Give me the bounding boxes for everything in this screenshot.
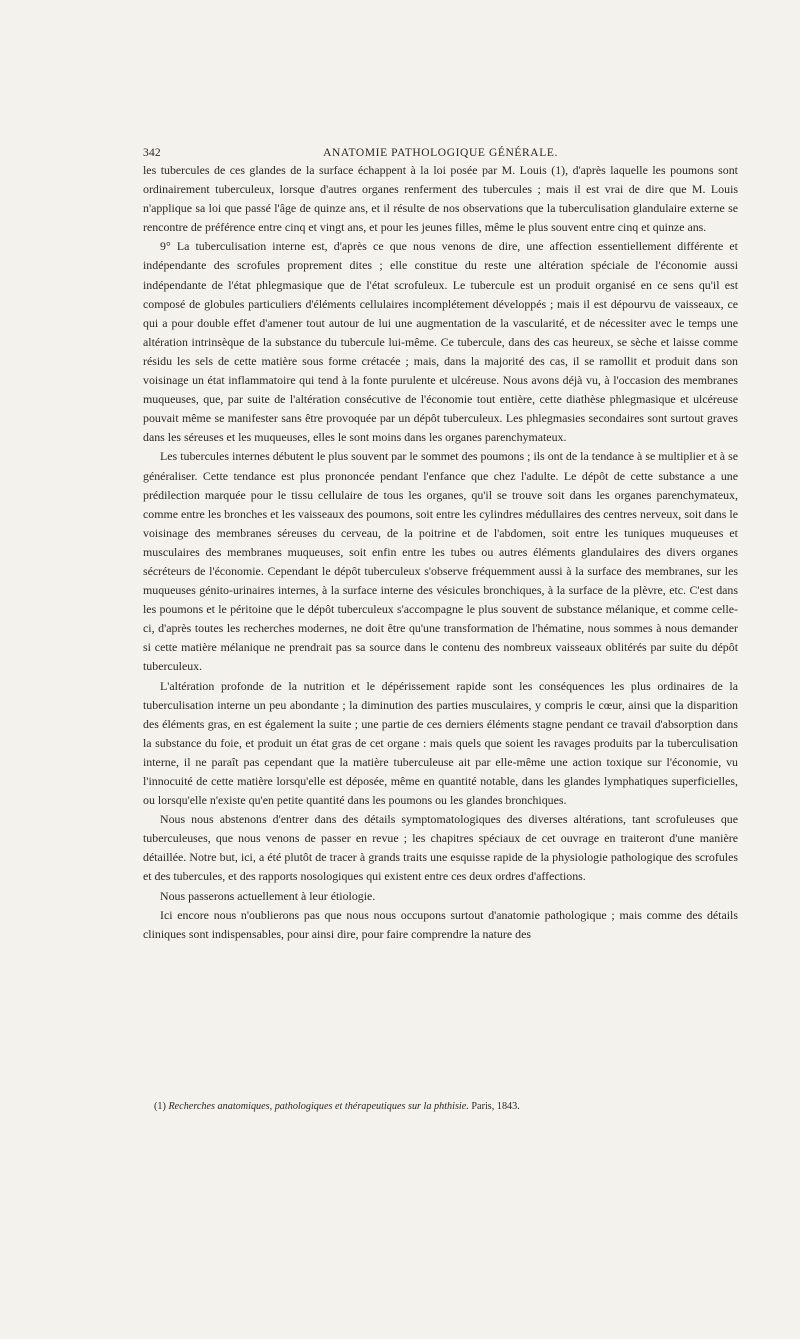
page-number: 342 [143, 147, 161, 159]
paragraph: 9° La tuberculisation interne est, d'après ce que nous venons de dire, une affection essentiellement différente et indépendante des scrofules proprement dites ; elle constitue du reste une altération spéciale de l'économie aussi indépendante de l'état phlegmasique que de l'état scrofuleux. Le tubercule est un produit organisé en ce sens qu'il est composé de globules particuliers d'éléments cellulaires incomplétement développés ; mais il est dépourvu de vaisseaux, ce qui a pour double effet d'amener tout autour de lui une augmentation de la vascularité, et de nécessiter avec le temps une altération intrinsèque de la substance du tubercule lui-même. Ce tubercule, dans des cas heureux, se sèche et laisse comme résidu les sels de cette matière sous forme crétacée ; mais, dans la majorité des cas, il se ramollit et produit dans son voisinage un état inflammatoire qui tend à la fonte purulente et ulcéreuse. Nous avons déjà vu, à l'occasion des membranes muqueuses, que, par suite de l'altération consécutive de l'économie tout entière, cette diathèse phlegmasique et ulcéreuse pouvait même se manifester sans être provoquée par un dépôt tuberculeux. Les phlegmasies secondaires sont surtout graves dans les séreuses et les muqueuses, elles le sont moins dans les organes parenchymateux. [143, 239, 738, 445]
paragraph: Nous nous abstenons d'entrer dans des détails symptomatologiques des diverses altérations, tant scrofuleuses que tuberculeuses, que nous venons de passer en revue ; les chapitres spéciaux de cet ouvrage en traiteront d'une manière détaillée. Notre but, ici, a été plutôt de tracer à grands traits une esquisse rapide de la physiologie pathologique des scrofules et des tubercules, et des rapports nosologiques qui existent entre ces deux ordres d'affections. [143, 812, 738, 884]
footnote [154, 1100, 739, 1114]
footnote-title: Recherches anatomiques, pathologiques et thérapeutiques sur la phthisie. [168, 1101, 469, 1112]
running-title: ANATOMIE PATHOLOGIQUE GÉNÉRALE. [323, 147, 558, 159]
paragraph: Les tubercules internes débutent le plus souvent par le sommet des poumons ; ils ont de la tendance à se multiplier et à se généraliser. Cette tendance est plus prononcée pendant l'enfance que chez l'adulte. Le dépôt de cette substance a une prédilection marquée pour le tissu cellulaire de tous les organes, qu'il se trouve soit dans les organes parenchymateux, comme entre les bronches et les vaisseaux des poumons, soit entre les cylindres médullaires des centres nerveux, soit dans le voisinage des membranes séreuses du cerveau, de la poitrine et de l'abdomen, soit entre les tuniques muqueuses et musculaires des membranes muqueuses, soit enfin entre les tubes ou autres éléments glandulaires des divers organes sécréteurs de l'économie. Cependant le dépôt tuberculeux s'observe fréquemment aussi à la surface des membranes, sur les muqueuses génito-urinaires internes, à la surface interne des vésicules bronchiques, à la surface de la plèvre, etc. C'est dans les poumons et le péritoine que le dépôt tuberculeux s'accompagne le plus souvent de substance mélanique, et comme celle-ci, d'après toutes les recherches modernes, ne doit être qu'une transformation de l'hématine, nous sommes à nous demander si cette matière mélanique ne prendrait pas sa source dans le contenu des nombreux vaisseaux oblitérés par suite du dépôt tuberculeux. [143, 449, 738, 674]
footnote-marker: (1) [154, 1101, 166, 1112]
paragraph: L'altération profonde de la nutrition et le dépérissement rapide sont les conséquences les plus ordinaires de la tuberculisation interne un peu abondante ; la diminution des parties musculaires, y compris le cœur, ainsi que la disparition des éléments gras, en est également la suite ; une partie de ces derniers éléments stagne pendant ce travail d'absorption dans la substance du foie, et produit un état gras de cet organe : mais quels que soient les ravages produits par la tuberculisation interne, il ne paraît pas cependant que la matière tuberculeuse ait par elle-même une action toxique sur l'économie, vu l'innocuité de cette matière lorsqu'elle est déposée, même en quantité notable, dans les glandes lymphatiques superficielles, ou lorsqu'elle n'existe qu'en petite quantité dans les poumons ou les glandes bronchiques. [143, 678, 738, 808]
body-text [143, 161, 738, 944]
footnote-publication: Paris, 1843. [471, 1101, 520, 1112]
paragraph: Ici encore nous n'oublierons pas que nous nous occupons surtout d'anatomie pathologique ; mais comme des détails cliniques sont indispensables, pour ainsi dire, pour faire comprendre la nature des [143, 907, 738, 941]
paragraph: Nous passerons actuellement à leur étiologie. [160, 888, 376, 903]
paragraph: les tubercules de ces glandes de la surface échappent à la loi posée par M. Louis (1), d'après laquelle les poumons sont ordinairement tuberculeux, lorsque d'autres organes renferment des tubercules ; mais il est vrai de dire que M. Louis n'applique sa loi que passé l'âge de quinze ans, et il résulte de nos observations que la tuberculisation glandulaire externe se rencontre de préférence entre cinq et vingt ans, et pour les jeunes filles, même le plus souvent entre cinq et quinze ans. [143, 163, 738, 235]
